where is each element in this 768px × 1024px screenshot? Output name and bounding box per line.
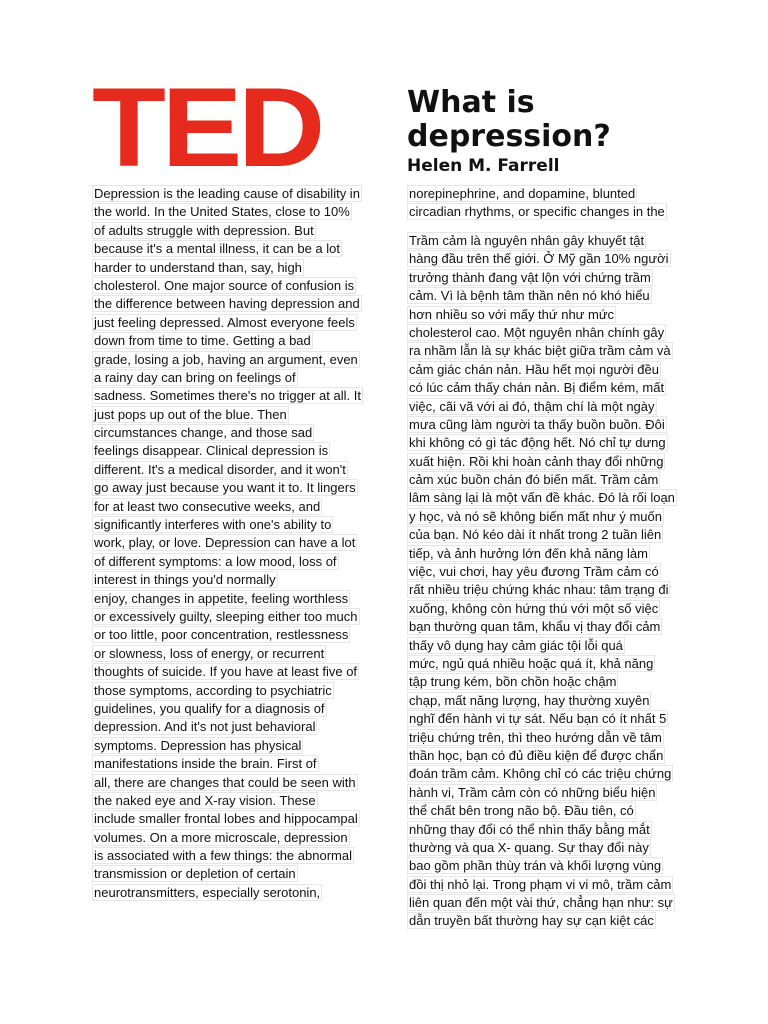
text-line-content: triệu chứng trên, thì theo hướng dẫn về tâm — [409, 729, 662, 745]
text-line — [92, 295, 363, 313]
text-line — [92, 369, 363, 387]
text-line-content: neurotransmitters, especially serotonin, — [94, 884, 321, 900]
text-line-content: cảm. Vì là bệnh tâm thần nên nó khó hiểu — [409, 288, 650, 304]
text-line — [92, 865, 363, 883]
text-line — [92, 424, 363, 442]
text-line — [92, 884, 363, 902]
text-line-content: thoughts of suicide. If you have at least five of — [94, 664, 358, 680]
text-line — [407, 912, 677, 930]
text-line — [407, 361, 677, 379]
text-line-content: harder to understand than, say, high — [94, 259, 302, 275]
text-line-content: thấy vô dụng hay cảm giác tội lỗi quá — [409, 637, 623, 653]
text-line — [407, 203, 667, 221]
text-line-content: include smaller frontal lobes and hippocampal — [94, 811, 358, 827]
text-line-content: xuất hiện. Rồi khi hoàn cảnh thay đổi những — [409, 453, 664, 469]
text-line-content: significantly interferes with one's ability to — [94, 517, 332, 533]
text-line — [407, 489, 677, 507]
text-line-content: cholesterol cao. Một nguyên nhân chính gây — [409, 324, 665, 340]
text-line — [407, 710, 677, 728]
text-line — [92, 737, 363, 755]
text-line — [407, 747, 677, 765]
text-line-content: go away just because you want it to. It lingers — [94, 480, 356, 496]
text-line-content: hàng đầu trên thế giới. Ở Mỹ gần 10% người — [409, 251, 669, 267]
text-line-content: the difference between having depression and — [94, 296, 360, 312]
text-line — [92, 571, 363, 589]
text-line-content: trưởng thành đang vật lộn với chứng trầm — [409, 269, 651, 285]
text-line-content: those symptoms, according to psychiatric — [94, 682, 332, 698]
text-line — [92, 332, 363, 350]
text-line — [92, 553, 363, 571]
text-line — [407, 876, 677, 894]
text-line — [92, 203, 363, 221]
text-line — [407, 232, 677, 250]
ted-logo: TED — [92, 65, 321, 190]
text-line-content: or too little, poor concentration, restlessness — [94, 627, 349, 643]
text-line-content: circadian rhythms, or specific changes in the — [409, 204, 665, 220]
text-line-content: mức, ngủ quá nhiều hoặc quá ít, khả năng — [409, 655, 654, 671]
text-line-content: cảm xúc buồn chán đó biến mất. Trầm cảm — [409, 472, 659, 488]
text-line-content: of adults struggle with depression. But — [94, 222, 314, 238]
text-line — [407, 287, 677, 305]
text-line-content: Depression is the leading cause of disability in — [94, 186, 360, 201]
text-line — [407, 673, 677, 691]
text-line — [407, 765, 677, 783]
text-line — [92, 185, 363, 203]
text-line — [92, 847, 363, 865]
text-line — [407, 729, 677, 747]
text-line-content: is associated with a few things: the abnormal — [94, 848, 352, 864]
text-line-content: just pops up out of the blue. Then — [94, 406, 287, 422]
text-line — [407, 600, 677, 618]
text-line-content: có lúc cảm thấy chán nản. Bị điểm kém, mất — [409, 380, 665, 396]
text-line-content: the world. In the United States, close to 10% — [94, 204, 350, 220]
text-line — [407, 839, 677, 857]
text-line-content: cholesterol. One major source of confusion is — [94, 277, 355, 293]
text-line-content: việc, cãi vã với ai đó, thậm chí là một ngày — [409, 398, 655, 414]
text-line — [407, 185, 667, 203]
text-line — [92, 516, 363, 534]
author-name: Helen M. Farrell — [407, 156, 560, 176]
text-line — [407, 692, 677, 710]
text-line — [407, 398, 677, 416]
text-line-content: thường và qua X- quang. Sự thay đổi này — [409, 839, 649, 855]
text-line-content: tập trung kém, bồn chồn hoặc chậm — [409, 674, 617, 690]
text-line — [407, 894, 677, 912]
text-line — [92, 442, 363, 460]
text-line — [407, 545, 677, 563]
text-line — [92, 479, 363, 497]
text-line-content: or slowness, loss of energy, or recurrent — [94, 645, 325, 661]
text-line-content: volumes. On a more microscale, depression — [94, 829, 348, 845]
text-line — [92, 608, 363, 626]
text-line — [407, 857, 677, 875]
text-line-content: circumstances change, and those sad — [94, 425, 313, 441]
text-line — [407, 581, 677, 599]
text-line — [92, 792, 363, 810]
text-line-content: chạp, mất năng lượng, hay thường xuyên — [409, 692, 650, 708]
text-line — [92, 700, 363, 718]
text-line — [407, 508, 677, 526]
text-line — [92, 351, 363, 369]
text-line — [407, 379, 677, 397]
text-line-content: interest in things you'd normally — [94, 572, 276, 588]
text-line-content: a rainy day can bring on feelings of — [94, 369, 296, 385]
text-line-content: y học, và nó sẽ không biến mất như ý muốn — [409, 508, 662, 524]
text-line-content: symptoms. Depression has physical — [94, 737, 302, 753]
text-line — [92, 590, 363, 608]
text-line-content: mưa cũng làm người ta thấy buồn buồn. Đôi — [409, 416, 665, 432]
text-line-content: norepinephrine, and dopamine, blunted — [409, 186, 636, 201]
text-line — [407, 784, 677, 802]
text-line-content: nghĩ đến hành vi tự sát. Nếu bạn có ít nhất 5 — [409, 711, 667, 727]
text-line — [407, 250, 677, 268]
text-line — [92, 626, 363, 644]
text-line — [407, 416, 677, 434]
text-line — [92, 387, 363, 405]
text-line-content: việc, vui chơi, hay yêu đương Trầm cảm có — [409, 564, 659, 580]
text-line-content: dẫn truyền bất thường hay sự cạn kiệt các — [409, 913, 654, 929]
text-line-content: bao gồm phần thùy trán và khối lượng vùng — [409, 858, 662, 874]
text-line — [92, 461, 363, 479]
text-line — [407, 324, 677, 342]
text-line-content: depression. And it's not just behavioral — [94, 719, 316, 735]
text-line-content: Trầm cảm là nguyên nhân gây khuyết tật — [409, 233, 645, 248]
page-title: What is depression? — [407, 85, 611, 154]
text-line-content: transmission or depletion of certain — [94, 866, 296, 882]
text-line-content: hơn nhiều so với mấy thứ như mức — [409, 306, 615, 322]
text-line — [92, 829, 363, 847]
text-line-content: đồi thị nhỏ lại. Trong phạm vi vi mô, trầm cảm — [409, 876, 672, 892]
left-text-column — [92, 185, 363, 902]
text-line-content: guidelines, you qualify for a diagnosis of — [94, 700, 325, 716]
text-line-content: of different symptoms: a low mood, loss of — [94, 553, 337, 569]
text-line — [92, 259, 363, 277]
text-line — [407, 269, 677, 287]
text-line-content: bạn thường quan tâm, khẩu vị thay đổi cảm — [409, 619, 661, 635]
text-line — [407, 526, 677, 544]
text-line-content: just feeling depressed. Almost everyone feels — [94, 314, 355, 330]
text-line — [92, 534, 363, 552]
text-line — [407, 434, 677, 452]
text-line-content: sadness. Sometimes there's no trigger at all. It — [94, 388, 361, 404]
text-line-content: liên quan đến một vài thứ, chẳng hạn như: sự — [409, 895, 673, 911]
text-line — [407, 342, 677, 360]
text-line-content: different. It's a medical disorder, and it won't — [94, 461, 346, 477]
text-line-content: grade, losing a job, having an argument, even — [94, 351, 358, 367]
text-line — [92, 498, 363, 516]
text-line — [92, 406, 363, 424]
text-line — [92, 645, 363, 663]
text-line — [407, 821, 677, 839]
text-line — [92, 682, 363, 700]
text-line-content: because it's a mental illness, it can be a lot — [94, 241, 341, 257]
right-vietnamese-text-column — [407, 232, 677, 931]
text-line-content: the naked eye and X-ray vision. These — [94, 792, 316, 808]
text-line — [92, 810, 363, 828]
text-line — [407, 306, 677, 324]
text-line-content: thần học, bạn có đủ điều kiện để được chẩn — [409, 747, 664, 763]
text-line-content: cảm giác chán nản. Hầu hết mọi người đều — [409, 361, 659, 377]
text-line-content: manifestations inside the brain. First of — [94, 756, 317, 772]
text-line — [92, 314, 363, 332]
text-line-content: down from time to time. Getting a bad — [94, 333, 311, 349]
text-line — [407, 802, 677, 820]
text-line-content: khi không có gì tác động hết. Nó chỉ tự dưng — [409, 435, 666, 451]
right-english-text-column — [407, 185, 667, 222]
text-line-content: work, play, or love. Depression can have a lot — [94, 535, 356, 551]
text-line — [92, 755, 363, 773]
text-line — [407, 563, 677, 581]
text-line-content: or excessively guilty, sleeping either too much — [94, 608, 358, 624]
text-line — [92, 240, 363, 258]
text-line — [92, 277, 363, 295]
text-line — [407, 453, 677, 471]
text-line-content: ra nhầm lẫn là sự khác biệt giữa trầm cảm và — [409, 343, 671, 359]
text-line-content: đoán trầm cảm. Không chỉ có các triệu chứng — [409, 766, 672, 782]
text-line-content: thể chất bên trong não bộ. Đầu tiên, có — [409, 803, 634, 819]
text-line-content: feelings disappear. Clinical depression is — [94, 443, 329, 459]
text-line-content: rất nhiều triệu chứng khác nhau: tâm trạng đi — [409, 582, 669, 598]
text-line-content: hành vi, Trầm cảm còn có những biểu hiện — [409, 784, 656, 800]
text-line — [407, 637, 677, 655]
text-line-content: enjoy, changes in appetite, feeling worthless — [94, 590, 349, 606]
text-line — [92, 718, 363, 736]
text-line — [92, 774, 363, 792]
text-line — [407, 655, 677, 673]
text-line-content: for at least two consecutive weeks, and — [94, 498, 321, 514]
text-line-content: những thay đổi có thể nhìn thấy bằng mắt — [409, 821, 650, 837]
text-line-content: all, there are changes that could be seen with — [94, 774, 356, 790]
text-line — [407, 471, 677, 489]
text-line-content: của bạn. Nó kéo dài ít nhất trong 2 tuần liên — [409, 527, 662, 543]
text-line-content: xuống, không còn hứng thú với một số việc — [409, 600, 659, 616]
text-line — [407, 618, 677, 636]
text-line-content: lâm sàng lại là một vấn đề khác. Đó là rối loạn — [409, 490, 675, 506]
text-line — [92, 663, 363, 681]
text-line-content: tiếp, và ảnh hưởng lớn đến khả năng làm — [409, 545, 648, 561]
text-line — [92, 222, 363, 240]
